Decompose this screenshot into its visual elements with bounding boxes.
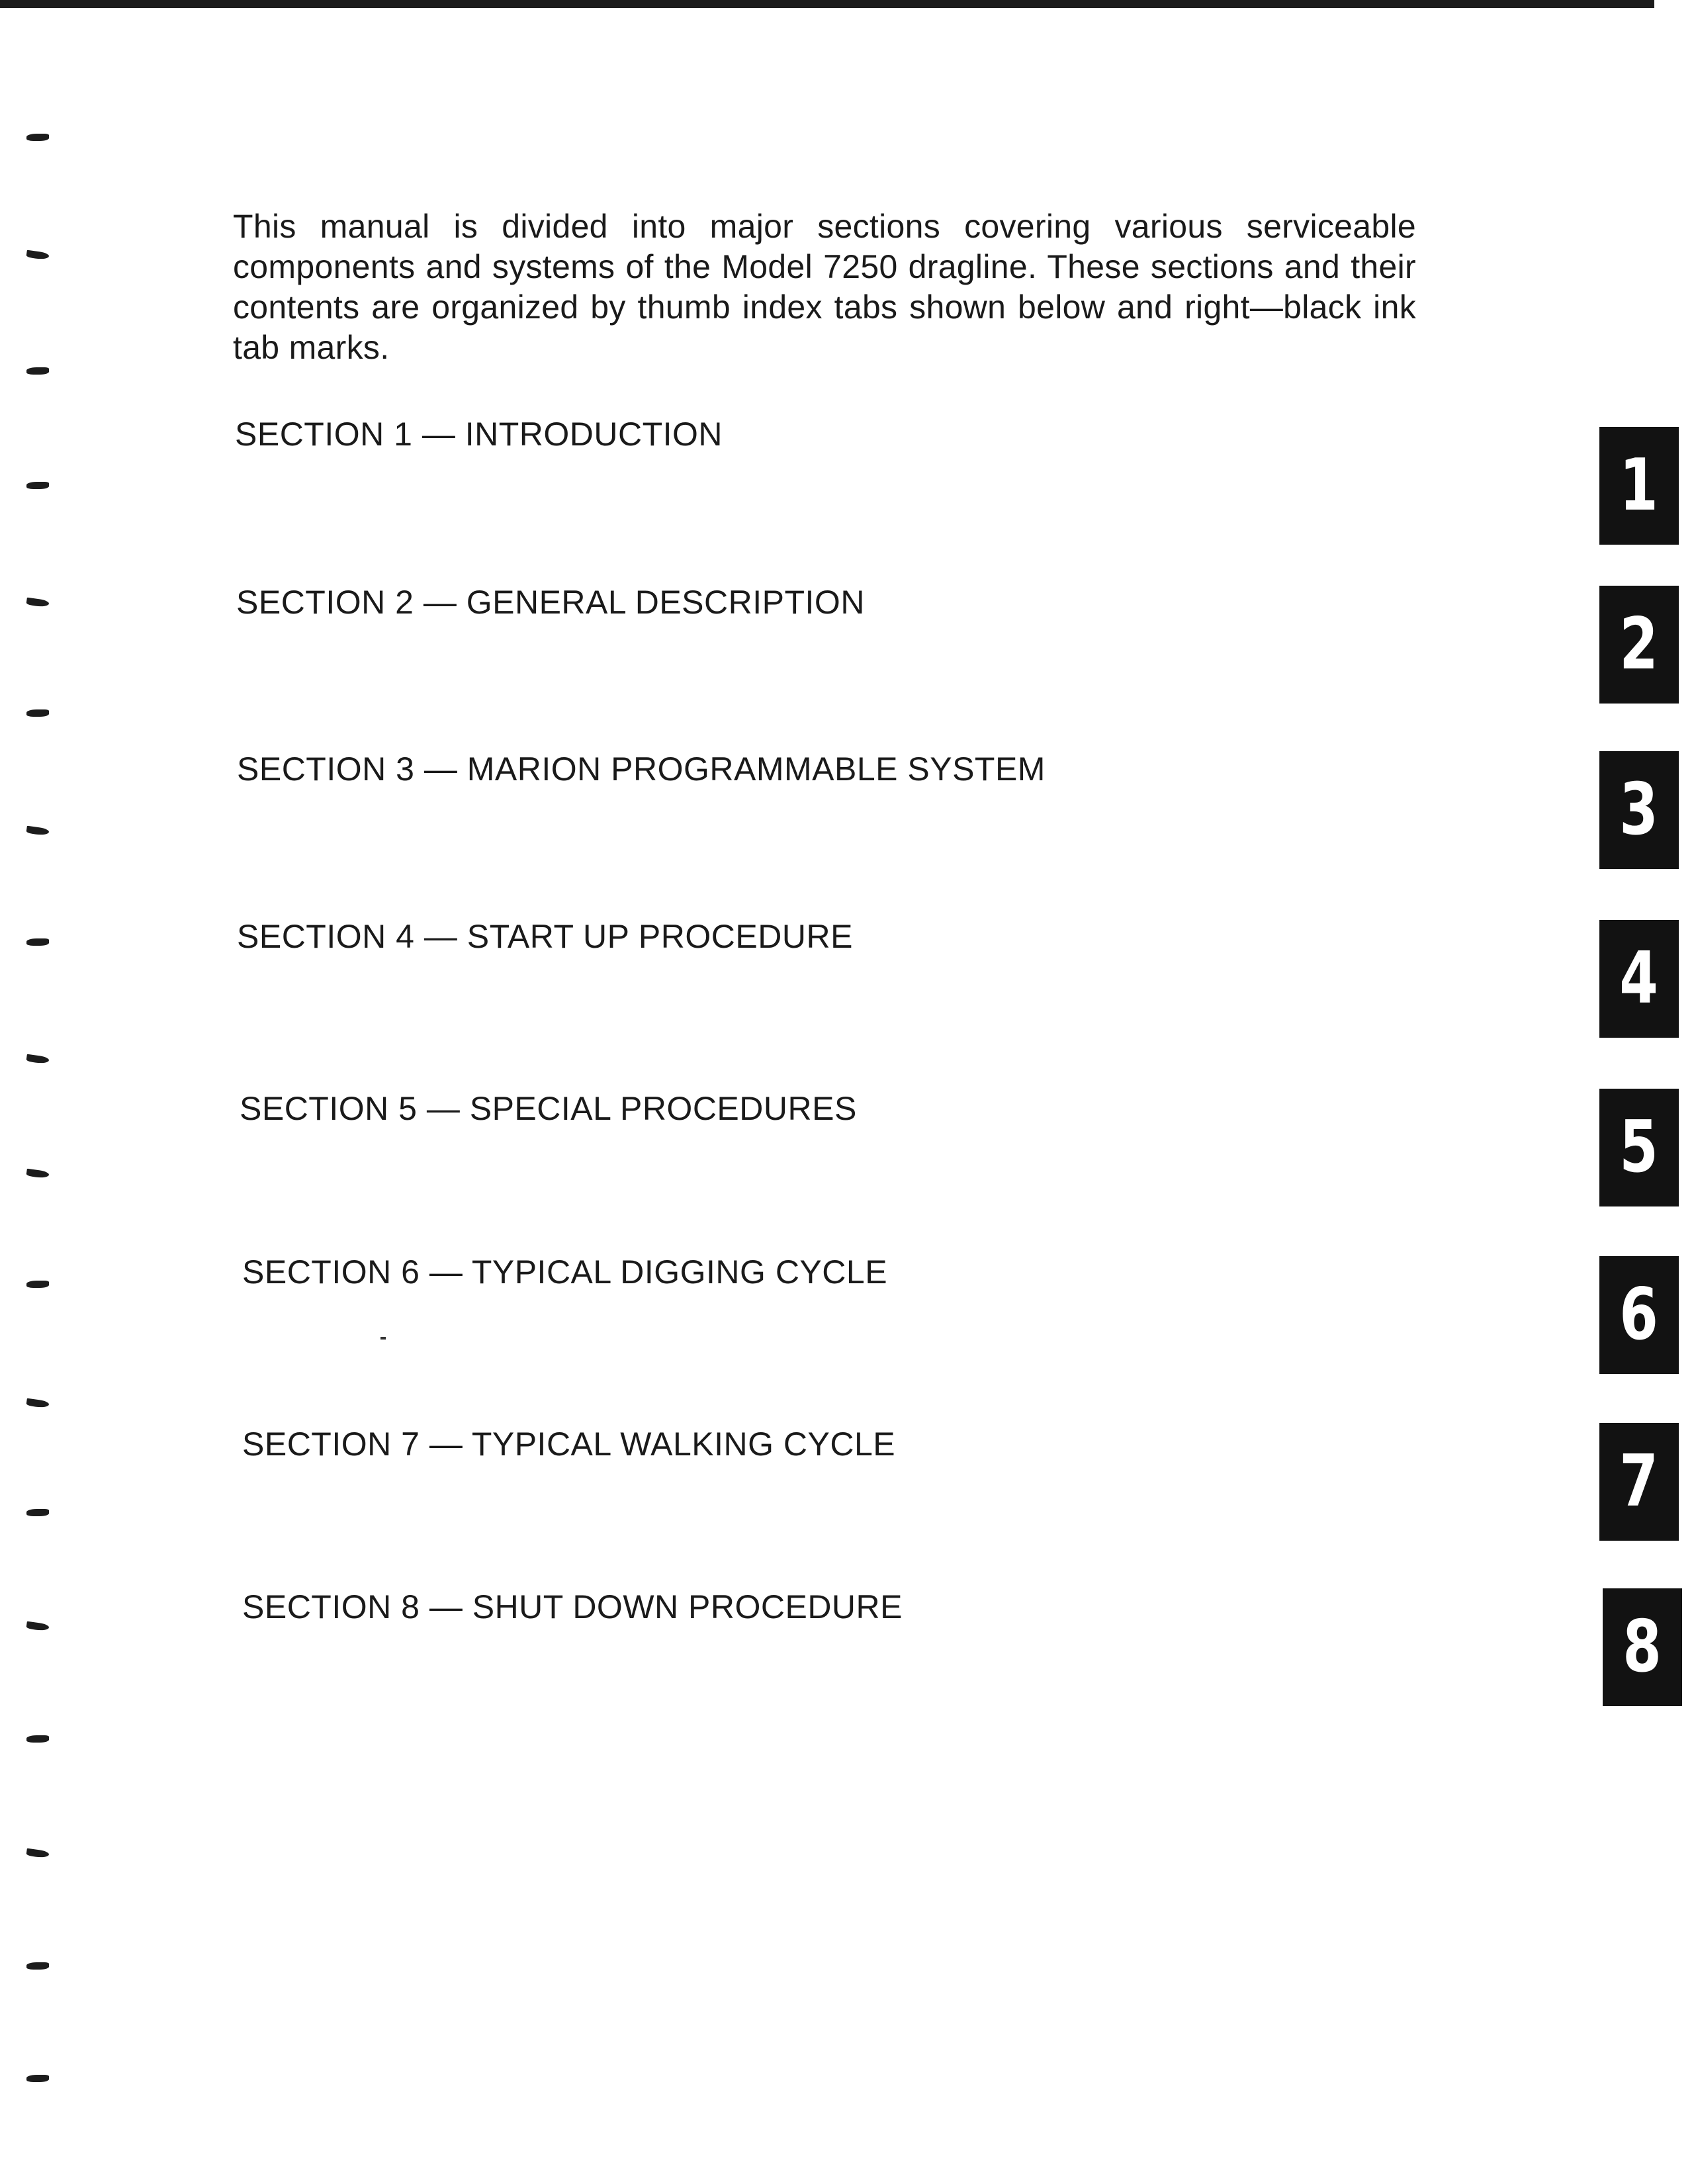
- section-6-heading: SECTION 6 — TYPICAL DIGGING CYCLE: [242, 1253, 888, 1291]
- binding-hole-mark: [26, 2075, 49, 2082]
- binding-hole-mark: [26, 482, 49, 489]
- section-8-heading: SECTION 8 — SHUT DOWN PROCEDURE: [242, 1588, 903, 1625]
- intro-paragraph: This manual is divided into major sections covering various serviceable components and systems of the Model 7250 dragline. These sections and their contents are organized by thumb index tabs shown below and right—black ink tab marks.: [233, 208, 1416, 366]
- thumb-tab-7[interactable]: [1599, 1423, 1679, 1541]
- binding-hole-mark: [26, 1962, 49, 1970]
- section-4-heading: SECTION 4 — START UP PROCEDURE: [237, 918, 853, 955]
- stray-mark: [380, 1337, 386, 1340]
- binding-hole-mark: [26, 1509, 49, 1516]
- section-5-heading: SECTION 5 — SPECIAL PROCEDURES: [240, 1090, 857, 1127]
- tab-number: 7: [1619, 1440, 1659, 1523]
- thumb-tab-2[interactable]: [1599, 586, 1679, 704]
- thumb-tab-1[interactable]: [1599, 427, 1679, 545]
- tab-number: 8: [1623, 1606, 1662, 1688]
- tab-number: 4: [1619, 937, 1659, 1020]
- binding-hole-mark: [26, 134, 49, 141]
- top-rule: [0, 0, 1654, 8]
- thumb-tab-4[interactable]: [1599, 920, 1679, 1038]
- binding-hole-mark: [26, 367, 49, 375]
- thumb-tab-6[interactable]: [1599, 1256, 1679, 1374]
- binding-hole-mark: [26, 598, 49, 608]
- binding-hole-mark: [26, 938, 49, 946]
- tab-number: 3: [1619, 768, 1659, 851]
- binding-hole-mark: [26, 1169, 49, 1179]
- thumb-tab-8[interactable]: [1603, 1588, 1682, 1706]
- section-3-heading: SECTION 3 — MARION PROGRAMMABLE SYSTEM: [237, 751, 1046, 788]
- thumb-tab-3[interactable]: [1599, 751, 1679, 869]
- thumb-tab-5[interactable]: [1599, 1089, 1679, 1206]
- tab-number: 2: [1619, 603, 1659, 686]
- section-2-heading: SECTION 2 — GENERAL DESCRIPTION: [236, 584, 865, 621]
- binding-hole-mark: [26, 1398, 49, 1409]
- tab-number: 5: [1619, 1106, 1659, 1189]
- tab-number: 1: [1619, 444, 1659, 527]
- binding-hole-mark: [26, 709, 49, 717]
- binding-hole-mark: [26, 1054, 49, 1065]
- tab-number: 6: [1619, 1273, 1659, 1356]
- binding-hole-mark: [26, 1621, 49, 1632]
- binding-hole-mark: [26, 250, 49, 261]
- binding-hole-mark: [26, 826, 49, 837]
- section-1-heading: SECTION 1 — INTRODUCTION: [235, 416, 723, 453]
- section-7-heading: SECTION 7 — TYPICAL WALKING CYCLE: [242, 1426, 896, 1463]
- binding-hole-mark: [26, 1735, 49, 1743]
- binding-hole-mark: [26, 1848, 49, 1859]
- binding-hole-mark: [26, 1281, 49, 1288]
